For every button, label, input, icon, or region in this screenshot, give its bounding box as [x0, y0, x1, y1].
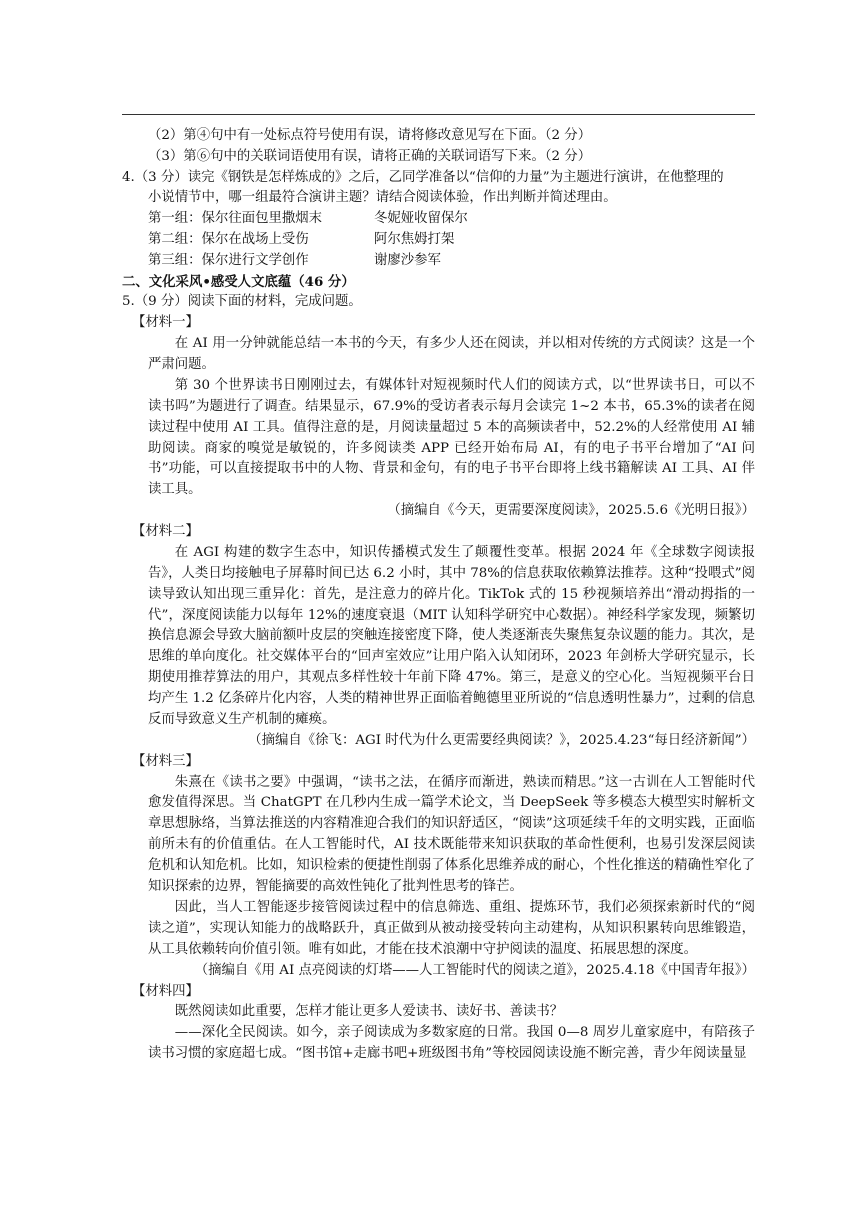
material-4-paragraph: 既然阅读如此重要，怎样才能让更多人爱读书、读好书、善读书？ — [174, 1004, 564, 1020]
q4-group-2-right: 阿尔焦姆打架 — [374, 231, 455, 247]
q5-stem: 5.（9 分）阅读下面的材料，完成问题。 — [122, 294, 362, 310]
page-content — [122, 126, 755, 1065]
q4-group-3-left: 第三组：保尔进行文学创作 — [148, 252, 309, 268]
material-3-source: （摘编自《用 AI 点亮阅读的灯塔——人工智能时代的阅读之道》，2025.4.18《中国青年报》） — [194, 962, 755, 978]
q3-sub2: （2）第④句中有一处标点符号使用有误，请将修改意见写在下面。（2 分） — [148, 128, 592, 143]
q4-group-1-left: 第一组：保尔往面包里撒烟末 — [148, 211, 323, 227]
q4-stem-line1: 4.（3 分）读完《钢铁是怎样炼成的》之后，乙同学准备以“信仰的力量”为主题进行演讲，在他整理的 — [122, 169, 724, 185]
material-1-source: （摘编自《今天，更需要深度阅读》，2025.5.6《光明日报》） — [387, 503, 755, 519]
material-2-paragraph: 在 AGI 构建的数字生态中，知识传播模式发生了颠覆性变革。根据 2024 年《全球数字阅读报告》，人类日均接触电子屏幕时间已达 6.2 小时，其中 78%的信息获取依赖算法推荐。这种“投喂式”阅读导致认知出现三重异化：首先，是注意力的碎片化。TikTok 式的 15 秒视频培养出“滑动拇指的一代”，深度阅读能力以每年 12%的速度衰退（MIT 认知科学研究中心数据）。神经科学家发现，频繁切换信息源会导致大脑前额叶皮层的突触连接密度下降，使人类逐渐丧失聚焦复杂议题的能力。其次，是思维的单向度化。社交媒体平台的“回声室效应”让用户陷入认知闭环，2023 年剑桥大学研究显示，长期使用推荐算法的用户，其观点多样性较十年前下降 47%。第三，是意义的空心化。当短视频平台日均产生 1.2 亿条碎片化内容，人类的精神世界正面临着鲍德里亚所说的“信息透明性暴力”，过剩的信息反而导致意义生产机制的瘫痪。 — [148, 544, 755, 728]
q4-group-3-right: 谢廖沙参军 — [374, 252, 441, 268]
section-heading: 二、文化采风•感受人文底蕴（46 分） — [122, 273, 355, 290]
material-3-label: 【材料三】 — [132, 753, 199, 769]
material-1-body — [122, 334, 755, 501]
material-1-label: 【材料一】 — [132, 315, 199, 331]
q4-stem-line2: 小说情节中，哪一组最符合演讲主题？请结合阅读体验，作出判断并简述理由。 — [148, 190, 617, 206]
material-1-paragraph: 第 30 个世界读书日刚刚过去，有媒体针对短视频时代人们的阅读方式，以“世界读书日，可以不读书吗”为题进行了调查。结果显示，67.9%的受访者表示每月会读完 1~2 本书，65.3%的读者在阅读过程中使用 AI 工具。值得注意的是，月阅读量超过 5 本的高频读者中，52.2%的人经常使用 AI 辅助阅读。商家的嗅觉是敏锐的，许多阅读类 APP 已经开始布局 AI，有的电子书平台增加了“AI 问书”功能，可以直接提取书中的人物、背景和金句，有的电子书平台即将上线书籍解读 AI 工具、AI 伴读工具。 — [148, 377, 755, 498]
material-4-body — [122, 1002, 755, 1065]
q4-group-2-left: 第二组：保尔在战场上受伤 — [148, 231, 309, 247]
header-rule — [122, 114, 755, 115]
q4-group-3 — [122, 251, 755, 272]
material-4-label: 【材料四】 — [132, 983, 199, 999]
material-1-paragraph: 在 AI 用一分钟就能总结一本书的今天，有多少人还在阅读，并以相对传统的方式阅读？这是一个严肃问题。 — [148, 335, 755, 372]
q4-group-2 — [122, 230, 755, 251]
material-2-source: （摘编自《徐飞：AGI 时代为什么更需要经典阅读？》，2025.4.23“每日经济新闻”） — [248, 732, 755, 748]
material-4-paragraph: ——深化全民阅读。如今，亲子阅读成为多数家庭的日常。我国 0—8 周岁儿童家庭中，有陪孩子读书习惯的家庭超七成。“图书馆+走廊书吧+班级图书角”等校园阅读设施不断完善，青少年阅读量显 — [148, 1025, 755, 1062]
material-3-paragraph: 因此，当人工智能逐步接管阅读过程中的信息筛选、重组、提炼环节，我们必须探索新时代的“阅读之道”，实现认知能力的战略跃升，真正做到从被动接受转向主动建构，从知识积累转向思维锻造，从工具依赖转向价值引领。唯有如此，才能在技术浪潮中守护阅读的温度、拓展思想的深度。 — [148, 900, 755, 957]
q4-group-1-right: 冬妮娅收留保尔 — [374, 211, 468, 227]
q3-sub3: （3）第⑥句中的关联词语使用有误，请将正确的关联词语写下来。（2 分） — [148, 148, 592, 164]
material-2-label: 【材料二】 — [132, 524, 199, 540]
q4-group-1 — [122, 209, 755, 230]
material-3-paragraph: 朱熹在《读书之要》中强调，“读书之法，在循序而渐进，熟读而精思。”这一古训在人工智能时代愈发值得深思。当 ChatGPT 在几秒内生成一篇学术论文，当 DeepSeek 等多模态大模型实时解析文章思想脉络，当算法推送的内容精准迎合我们的知识舒适区，“阅读”这项延续千年的文明实践，正面临前所未有的价值重估。在人工智能时代，AI 技术既能带来知识获取的革命性便利，也易引发深层阅读危机和认知危机。比如，知识检索的便捷性削弱了体系化思维养成的耐心，个性化推送的精确性窄化了知识探索的边界，智能摘要的高效性钝化了批判性思考的锋芒。 — [148, 774, 755, 895]
material-3-body — [122, 773, 755, 961]
material-2-body — [122, 543, 755, 731]
